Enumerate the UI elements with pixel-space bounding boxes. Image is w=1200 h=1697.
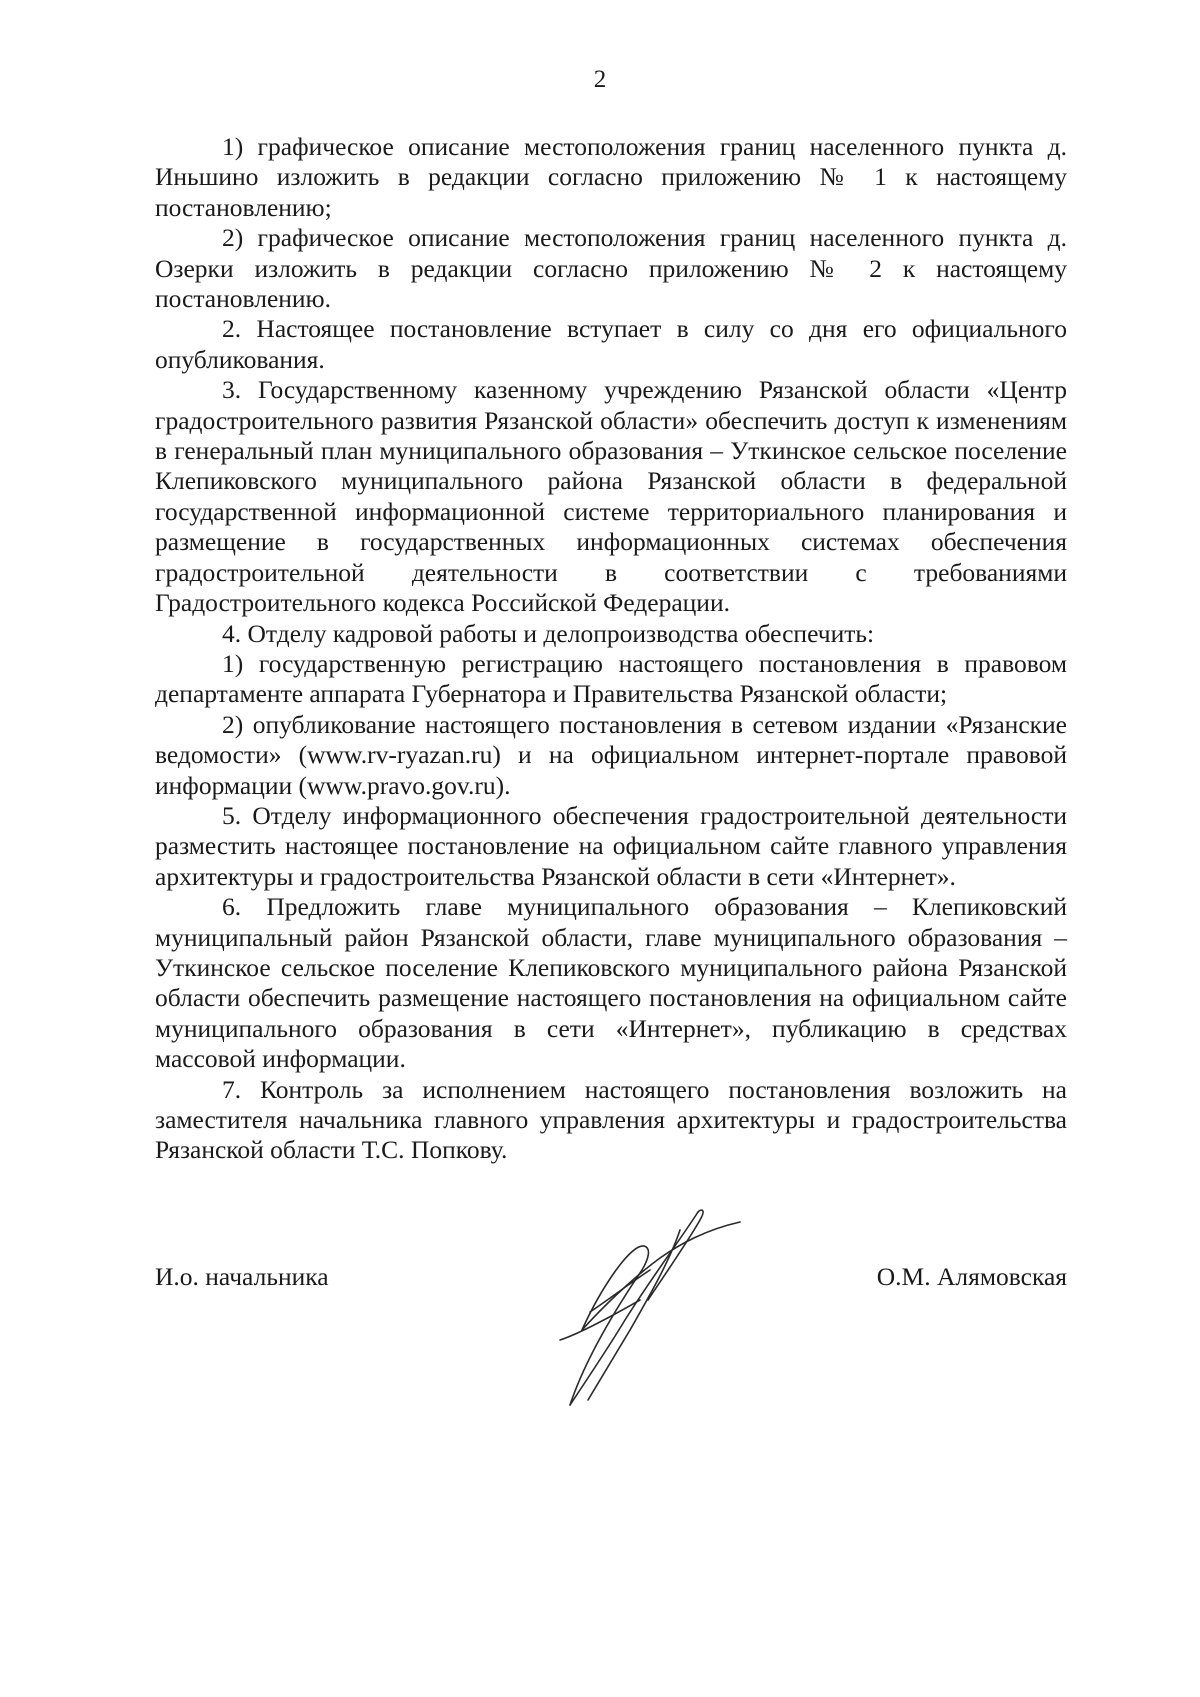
paragraph-1-1: 1) графическое описание местоположения границ населенного пункта д. Иньшино изложить в редакции согласно приложению № 1 к настоящему постановлению;	[155, 132, 1067, 222]
paragraph-3: 3. Государственному казенному учреждению Рязанской области «Центр градостроительного развития Рязанской области» обеспечить доступ к изменениям в генеральный план муниципального образования – Уткинское сельское поселение Клепиковского муниципального района Рязанской области в федеральной государственной информационной системе территориального планирования и размещение в государственных информационных системах обеспечения градостроительной деятельности в соответствии с требованиями Градостроительного кодекса Российской Федерации.	[155, 375, 1067, 618]
page-number: 2	[593, 66, 607, 93]
paragraph-4-1: 1) государственную регистрацию настоящего постановления в правовом департаменте аппарата Губернатора и Правительства Рязанской области;	[155, 648, 1067, 709]
paragraph-2: 2. Настоящее постановление вступает в силу со дня его официального опубликования.	[155, 314, 1067, 374]
signer-name: О.М. Алямовская	[876, 1262, 1067, 1291]
document-body	[155, 132, 1067, 1166]
handwritten-signature	[530, 1200, 770, 1425]
paragraph-4-2: 2) опубликование настоящего постановления в сетевом издании «Рязанские ведомости» (www.rv-ryazan.ru) и на официальном интернет-портале правовой информации (www.pravo.gov.ru).	[155, 709, 1067, 800]
paragraph-4: 4. Отделу кадровой работы и делопроизводства обеспечить:	[222, 618, 875, 648]
paragraph-1-2: 2) графическое описание местоположения границ населенного пункта д. Озерки изложить в редакции согласно приложению № 2 к настоящему постановлению.	[155, 223, 1067, 314]
paragraph-5: 5. Отделу информационного обеспечения градостроительной деятельности разместить настоящее постановление на официальном сайте главного управления архитектуры и градостроительства Рязанской области в сети «Интернет».	[155, 800, 1067, 891]
paragraph-6: 6. Предложить главе муниципального образования – Клепиковский муниципальный район Рязанской области, главе муниципального образования – Уткинское сельское поселение Клепиковского муниципального района Рязанской области обеспечить размещение настоящего постановления на официальном сайте муниципального образования в сети «Интернет», публикацию в средствах массовой информации.	[155, 892, 1067, 1074]
signer-position: И.о. начальника	[155, 1262, 329, 1291]
paragraph-7: 7. Контроль за исполнением настоящего постановления возложить на заместителя начальника главного управления архитектуры и градостроительства Рязанской области Т.С. Попкову.	[155, 1074, 1067, 1165]
